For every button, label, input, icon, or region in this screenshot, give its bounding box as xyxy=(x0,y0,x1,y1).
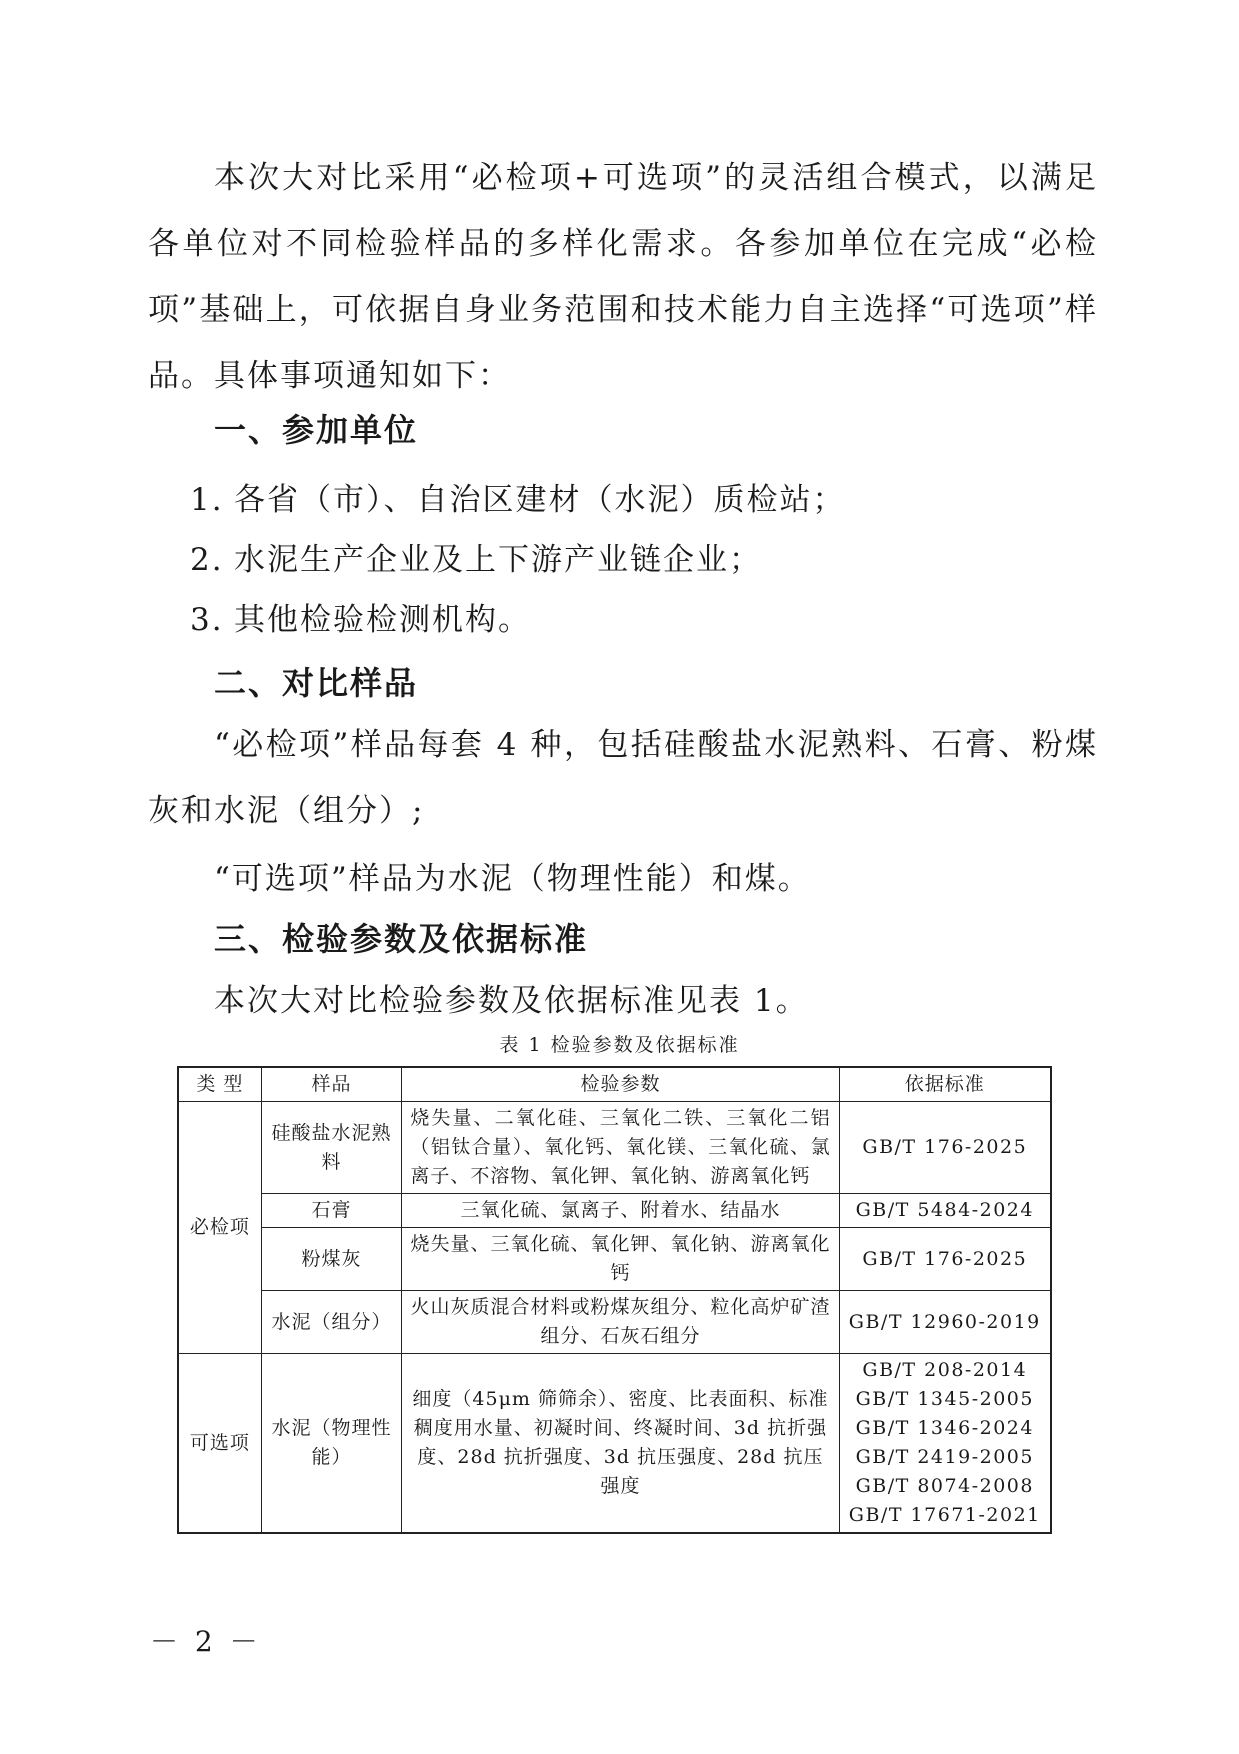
list-item-number: 1. xyxy=(190,482,224,518)
table-header-row xyxy=(178,1067,1051,1102)
table-caption: 表 1 检验参数及依据标准 xyxy=(499,1034,740,1056)
params-cell: 烧失量、三氧化硫、氧化钾、氧化钠、游离氧化钙 xyxy=(402,1228,839,1291)
standard-code: GB/T 8074-2008 xyxy=(855,1475,1034,1497)
type-cell: 必检项 xyxy=(178,1102,261,1354)
standards-cell xyxy=(839,1228,1051,1291)
standards-table xyxy=(177,1066,1052,1534)
section3-paragraph: 本次大对比检验参数及依据标准见表 1。 xyxy=(214,983,809,1019)
section2-paragraph-2: “可选项”样品为水泥（物理性能）和煤。 xyxy=(214,861,811,897)
page-number: － 2 － xyxy=(150,1625,262,1658)
section2-paragraph-1: “必检项”样品每套 4 种，包括硅酸盐水泥熟料、石膏、粉煤灰和水泥（组分）; xyxy=(148,727,1098,829)
header-type: 类 型 xyxy=(178,1067,261,1102)
header-params: 检验参数 xyxy=(402,1067,839,1102)
sample-cell: 水泥（组分） xyxy=(261,1291,402,1354)
standard-code: GB/T 176-2025 xyxy=(862,1247,1028,1270)
list-item-text: 其他检验检测机构。 xyxy=(234,602,531,638)
standard-code: GB/T 17671-2021 xyxy=(848,1504,1041,1526)
standards-cell xyxy=(839,1291,1051,1354)
table-row xyxy=(178,1194,1051,1228)
type-cell: 可选项 xyxy=(178,1354,261,1534)
list-item-number: 2. xyxy=(190,542,224,578)
list-item xyxy=(190,530,762,590)
sample-cell: 硅酸盐水泥熟料 xyxy=(261,1102,402,1194)
sample-cell: 石膏 xyxy=(261,1194,402,1228)
header-sample: 样品 xyxy=(261,1067,402,1102)
standard-code: GB/T 1346-2024 xyxy=(855,1417,1034,1439)
section3-heading: 三、检验参数及依据标准 xyxy=(214,920,589,958)
table-row xyxy=(178,1354,1051,1534)
intro-paragraph: 本次大对比采用“必检项+可选项”的灵活组合模式，以满足各单位对不同检验样品的多样化需求。各参加单位在完成“必检项”基础上，可依据自身业务范围和技术能力自主选择“可选项”样品。具体事项通知如下： xyxy=(148,160,1098,394)
list-item-number: 3. xyxy=(190,602,224,638)
standards-cell xyxy=(839,1354,1051,1534)
section2-heading: 二、对比样品 xyxy=(214,664,419,702)
list-item xyxy=(190,470,846,530)
params-cell: 细度（45μm 筛筛余）、密度、比表面积、标准稠度用水量、初凝时间、终凝时间、3d 抗折强度、28d 抗折强度、3d 抗压强度、28d 抗压强度 xyxy=(402,1354,839,1534)
standards-cell xyxy=(839,1102,1051,1194)
sample-cell: 粉煤灰 xyxy=(261,1228,402,1291)
standard-code: GB/T 208-2014 xyxy=(862,1359,1028,1381)
section1-heading: 一、参加单位 xyxy=(214,411,419,449)
table-row xyxy=(178,1291,1051,1354)
table-row xyxy=(178,1102,1051,1194)
list-item-text: 水泥生产企业及上下游产业链企业； xyxy=(234,542,762,578)
standard-code: GB/T 176-2025 xyxy=(862,1136,1028,1158)
standard-code: GB/T 2419-2005 xyxy=(855,1446,1034,1468)
params-cell: 三氧化硫、氯离子、附着水、结晶水 xyxy=(402,1194,839,1228)
header-standards: 依据标准 xyxy=(839,1067,1051,1102)
standards-cell xyxy=(839,1194,1051,1228)
params-cell: 火山灰质混合材料或粉煤灰组分、粒化高炉矿渣组分、石灰石组分 xyxy=(402,1291,839,1354)
table-row xyxy=(178,1228,1051,1291)
standard-code: GB/T 5484-2024 xyxy=(855,1199,1034,1221)
list-item-text: 各省（市）、自治区建材（水泥）质检站； xyxy=(234,482,846,518)
standard-code: GB/T 12960-2019 xyxy=(848,1310,1041,1333)
standard-code: GB/T 1345-2005 xyxy=(855,1388,1034,1410)
params-cell: 烧失量、二氧化硅、三氧化二铁、三氧化二铝（铝钛合量）、氧化钙、氧化镁、三氧化硫、氯离子、不溶物、氧化钾、氧化钠、游离氧化钙 xyxy=(402,1102,839,1194)
list-item xyxy=(190,590,531,650)
sample-cell: 水泥（物理性能） xyxy=(261,1354,402,1534)
